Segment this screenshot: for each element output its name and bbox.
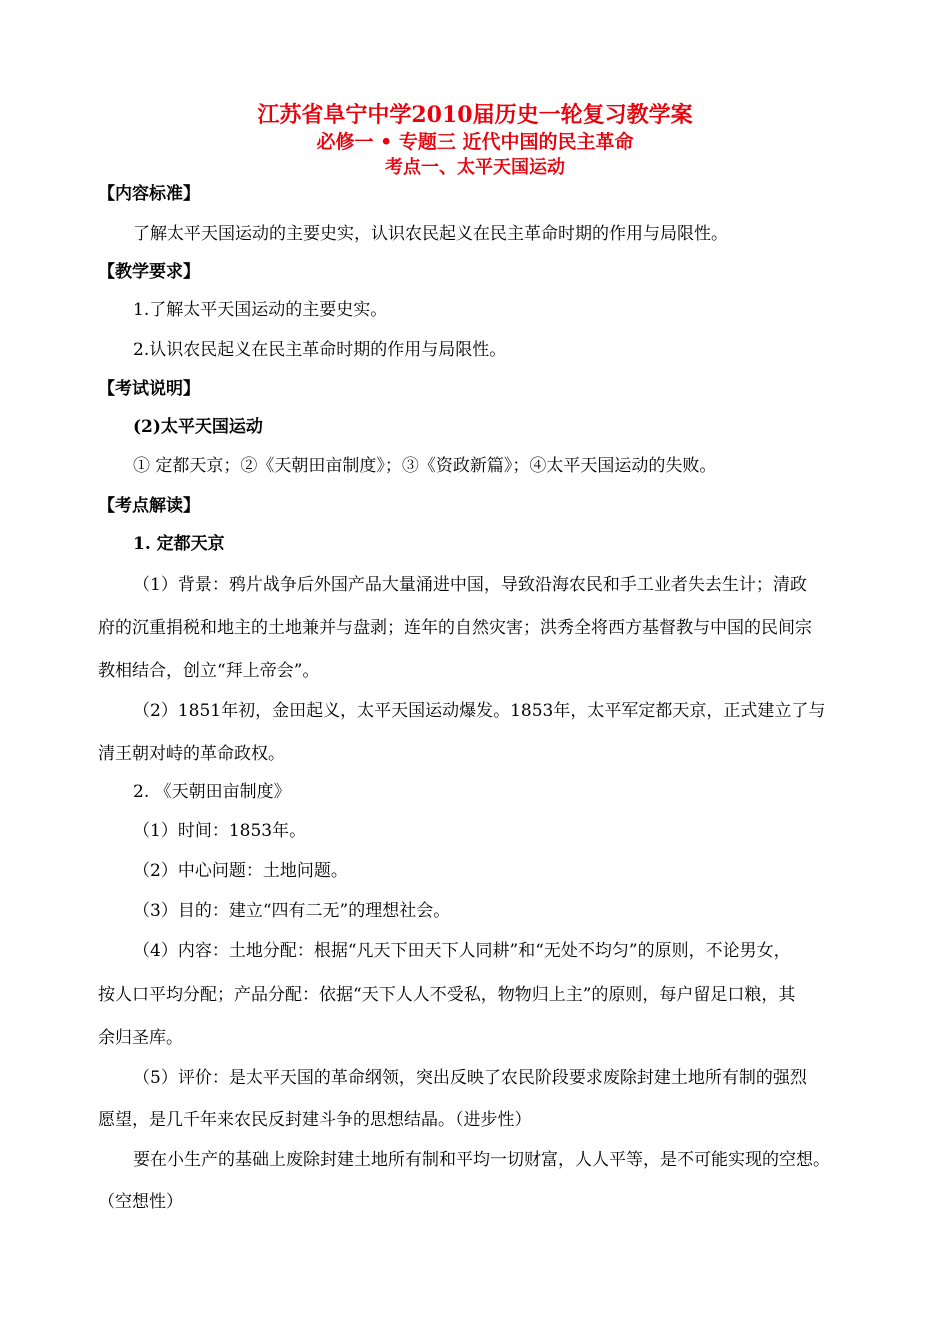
document-subtitle: 必修一 • 专题三 近代中国的民主革命 [316,131,634,153]
requirement-item-1: 1.了解太平天国运动的主要史实。 [133,300,388,320]
section-1-paragraph-2-line-2: 清王朝对峙的革命政权。 [98,744,285,764]
section-1-paragraph-1-line-1: （1）背景：鸦片战争后外国产品大量涌进中国，导致沿海农民和手工业者失去生计；清政 [133,575,807,595]
section-1-paragraph-1-line-3: 教相结合，创立“拜上帝会”。 [98,661,320,681]
section-1-paragraph-2-line-1: （2）1851年初，金田起义，太平天国运动爆发。1853年，太平军定都天京，正式建立了与 [133,701,826,721]
content-standard-heading: 【内容标准】 [98,184,200,204]
exam-notes-heading: 【考试说明】 [98,379,200,399]
document-title: 江苏省阜宁中学2010届历史一轮复习教学案 [257,102,693,128]
section-2-evaluation-line-3: 要在小生产的基础上废除封建土地所有制和平均一切财富，人人平等，是不可能实现的空想。 [133,1150,830,1170]
section-2-evaluation-line-4: （空想性） [98,1192,183,1212]
exam-notes-subheading: (2)太平天国运动 [133,417,263,437]
teaching-requirements-heading: 【教学要求】 [98,262,200,282]
section-2-content-line-1: （4）内容：土地分配：根据“凡天下田天下人同耕”和“无处不均匀”的原则，不论男女， [133,941,791,961]
section-2-issue: （2）中心问题：土地问题。 [133,861,348,881]
content-standard-text: 了解太平天国运动的主要史实，认识农民起义在民主革命时期的作用与局限性。 [133,224,728,244]
section-2-title: 2. 《天朝田亩制度》 [133,782,291,802]
topic-title: 考点一、太平天国运动 [385,157,565,178]
section-2-goal: （3）目的：建立“四有二无”的理想社会。 [133,901,451,921]
exam-notes-items: ① 定都天京；②《天朝田亩制度》；③《资政新篇》；④太平天国运动的失败。 [133,456,717,476]
section-2-content-line-2: 按人口平均分配；产品分配：依据“天下人人不受私，物物归上主”的原则，每户留足口粮，其 [98,985,796,1005]
section-1-title: 1. 定都天京 [133,534,225,554]
section-2-evaluation-line-1: （5）评价：是太平天国的革命纲领，突出反映了农民阶段要求废除封建土地所有制的强烈 [133,1068,807,1088]
section-2-content-line-3: 余归圣库。 [98,1028,183,1048]
section-1-paragraph-1-line-2: 府的沉重捐税和地主的土地兼并与盘剥；连年的自然灾害；洪秀全将西方基督教与中国的民间宗 [98,618,812,638]
requirement-item-2: 2.认识农民起义在民主革命时期的作用与局限性。 [133,340,507,360]
section-2-evaluation-line-2: 愿望，是几千年来农民反封建斗争的思想结晶。（进步性） [98,1110,532,1130]
interpretation-heading: 【考点解读】 [98,496,200,516]
section-2-time: （1）时间：1853年。 [133,821,307,841]
